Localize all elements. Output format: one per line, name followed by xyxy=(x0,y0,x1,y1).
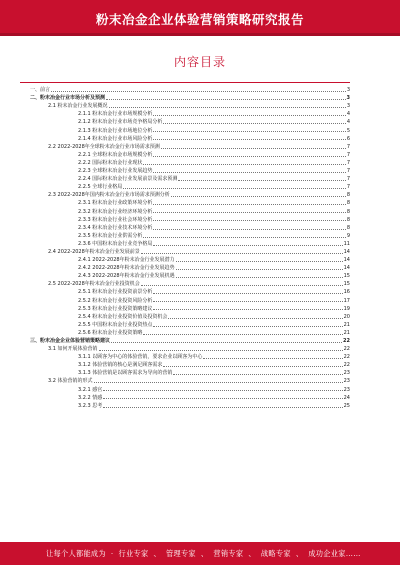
toc-entry[interactable] xyxy=(30,320,350,328)
toc-entry[interactable] xyxy=(30,376,350,384)
toc-entry-page: 7 xyxy=(346,168,350,175)
toc-entry[interactable] xyxy=(30,158,350,166)
toc-leader-dots xyxy=(51,91,346,92)
toc-entry-page: 5 xyxy=(346,127,350,134)
toc-leader-dots xyxy=(173,374,342,375)
toc-leader-dots xyxy=(153,212,345,213)
toc-leader-dots xyxy=(153,309,342,310)
toc-entry[interactable] xyxy=(30,150,350,158)
toc-entry[interactable] xyxy=(30,328,350,336)
toc-entry[interactable] xyxy=(30,125,350,133)
toc-entry-title: 2.1.1 粉末冶金行业市场规模分析 xyxy=(78,111,153,118)
toc-leader-dots xyxy=(161,148,346,149)
toc-entry-page: 25 xyxy=(343,402,350,409)
toc-entry-page: 15 xyxy=(343,281,350,288)
toc-entry[interactable] xyxy=(30,166,350,174)
toc-entry-page: 8 xyxy=(346,200,350,207)
toc-entry[interactable] xyxy=(30,142,350,150)
toc-entry[interactable] xyxy=(30,384,350,392)
toc-entry-title: 2.3.4 粉末冶金行业技术环境分析 xyxy=(78,224,153,231)
toc-entry[interactable] xyxy=(30,271,350,279)
toc-entry-page: 3 xyxy=(346,103,350,110)
toc-entry[interactable] xyxy=(30,279,350,287)
toc-entry-title: 2.3.1 粉末冶金行业政策环境分析 xyxy=(78,200,153,207)
toc-entry[interactable] xyxy=(30,255,350,263)
toc-leader-dots xyxy=(176,277,343,278)
toc-entry-title: 2.5 2022-2028年粉末冶金行业投资机会 xyxy=(48,281,140,288)
toc-entry-page: 8 xyxy=(346,216,350,223)
toc-entry-title: 3.1.1 以顾客为中心的体验营销，要求企业以顾客为中心 xyxy=(78,354,203,361)
toc-leader-dots xyxy=(153,172,345,173)
toc-entry[interactable] xyxy=(30,287,350,295)
toc-entry-page: 14 xyxy=(343,248,350,255)
toc-entry-title: 2.4 2022-2028年粉末冶金行业发展前景 xyxy=(48,248,140,255)
toc-leader-dots xyxy=(141,253,343,254)
toc-leader-dots xyxy=(153,139,345,140)
toc-leader-dots xyxy=(99,350,343,351)
toc-entry[interactable] xyxy=(30,223,350,231)
toc-entry-page: 7 xyxy=(346,184,350,191)
toc-leader-dots xyxy=(103,398,342,399)
toc-entry-title: 2.4.2 2022-2028年粉末冶金行业发展趋势 xyxy=(78,265,175,272)
toc-leader-dots xyxy=(109,107,346,108)
toc-entry-page: 8 xyxy=(346,192,350,199)
toc-entry-page: 24 xyxy=(343,394,350,401)
toc-entry-title: 2.1.3 粉末冶金行业市场地位分析 xyxy=(78,127,153,134)
toc-entry-title: 2.2.3 全球粉末冶金行业发展趋势 xyxy=(78,168,153,175)
toc-entry-title: 2.2.2 国际粉末冶金行业现状 xyxy=(78,159,143,166)
toc-entry[interactable] xyxy=(30,401,350,409)
toc-entry-page: 15 xyxy=(343,273,350,280)
toc-leader-dots xyxy=(103,390,342,391)
toc-leader-dots xyxy=(153,326,342,327)
toc-entry-page: 7 xyxy=(346,151,350,158)
toc-entry-page: 3 xyxy=(346,87,350,94)
toc-entry[interactable] xyxy=(30,344,350,352)
toc-entry-page: 23 xyxy=(343,370,350,377)
toc-entry[interactable] xyxy=(30,117,350,125)
toc-entry-title: 2.2 2022-2028年全球粉末冶金行业市场需求预测 xyxy=(48,143,160,150)
toc-entry[interactable] xyxy=(30,336,350,344)
toc-entry-page: 3 xyxy=(346,95,350,102)
report-title: 粉末冶金企业体验营销策略研究报告 xyxy=(95,12,304,27)
footer-lead: 让每个人都能成为 xyxy=(46,549,106,558)
toc-entry-page: 16 xyxy=(343,289,350,296)
toc-leader-dots xyxy=(178,180,345,181)
footer-role: 行业专家 xyxy=(118,549,149,558)
footer-role: 管理专家 xyxy=(165,549,196,558)
toc-leader-dots xyxy=(171,196,346,197)
toc-entry-page: 19 xyxy=(343,305,350,312)
toc-entry-page: 7 xyxy=(346,159,350,166)
toc-entry-title: 2.3.2 粉末冶金行业经济环境分析 xyxy=(78,208,153,215)
toc-entry[interactable] xyxy=(30,198,350,206)
toc-entry-page: 17 xyxy=(343,297,350,304)
toc-leader-dots xyxy=(153,220,345,221)
toc-entry[interactable] xyxy=(30,93,350,101)
toc-leader-dots xyxy=(153,115,345,116)
toc-entry-page: 21 xyxy=(343,329,350,336)
toc-entry[interactable] xyxy=(30,190,350,198)
toc-leader-dots xyxy=(153,204,345,205)
toc-entry-title: 2.5.6 粉末冶金行业投资策略 xyxy=(78,329,143,336)
toc-entry[interactable] xyxy=(30,247,350,255)
toc-entry-page: 20 xyxy=(343,313,350,320)
toc-entry[interactable] xyxy=(30,239,350,247)
toc-entry-title: 2.5.5 中国粉末冶金行业投资热点 xyxy=(78,321,153,328)
toc-leader-dots xyxy=(143,164,345,165)
toc-leader-dots xyxy=(103,407,342,408)
toc-entry-title: 2.3.5 粉末冶金行业供需分析 xyxy=(78,232,143,239)
toc-entry-page: 22 xyxy=(343,346,350,353)
toc-entry-title: 3.1.2 体验营销的核心是满足顾客需求 xyxy=(78,362,163,369)
toc-entry[interactable] xyxy=(30,231,350,239)
report-header-bar xyxy=(0,0,400,36)
toc-entry-title: 2.2.1 全球粉末冶金市场规模分析 xyxy=(78,151,153,158)
toc-leader-dots xyxy=(153,245,342,246)
toc-entry[interactable] xyxy=(30,393,350,401)
toc-entry-page: 23 xyxy=(343,378,350,385)
toc-entry[interactable] xyxy=(30,174,350,182)
toc-entry-page: 4 xyxy=(346,111,350,118)
toc-leader-dots xyxy=(168,318,342,319)
toc-entry-title: 2.2.4 国际粉末冶金行业发展前景及需求预测 xyxy=(78,176,178,183)
footer-slogan: 让每个人都能成为 · 行业专家 、 管理专家 、 营销专家 、 战略专家 、 成功企业家…… xyxy=(46,549,361,558)
toc-leader-dots xyxy=(163,366,342,367)
toc-entry[interactable] xyxy=(30,295,350,303)
toc-entry-title: 2.1 粉末冶金行业发展概况 xyxy=(48,103,108,110)
toc-leader-dots xyxy=(94,382,343,383)
toc-entry-title: 3.2 体验营销的形式 xyxy=(48,378,93,385)
footer-role: 营销专家 xyxy=(213,549,244,558)
toc-rule xyxy=(20,82,350,83)
toc-leader-dots xyxy=(176,269,343,270)
toc-entry-title: 2.1.4 粉末冶金行业市场风险分析 xyxy=(78,135,153,142)
toc-entry-page: 22 xyxy=(343,354,350,361)
footer-bar xyxy=(0,542,400,565)
toc-entry[interactable] xyxy=(30,312,350,320)
toc-entry-title: 2.1.2 粉末冶金行业市场竞争格局分析 xyxy=(78,119,163,126)
toc-entry-page: 14 xyxy=(343,265,350,272)
footer-role: 成功企业家…… xyxy=(308,549,361,558)
toc-entry[interactable] xyxy=(30,101,350,109)
toc-entry[interactable] xyxy=(30,304,350,312)
toc-leader-dots xyxy=(176,261,343,262)
toc-entry-page: 23 xyxy=(343,386,350,393)
toc-entry-title: 2.3 2022-2028年国内粉末冶金行业市场需求预测分析 xyxy=(48,192,170,199)
toc-entry-page: 7 xyxy=(346,143,350,150)
toc-entry[interactable] xyxy=(30,109,350,117)
toc-entry[interactable] xyxy=(30,215,350,223)
toc-entry[interactable] xyxy=(30,182,350,190)
toc-entry-page: 14 xyxy=(343,257,350,264)
toc-entry-title: 2.2.5 全球行业格局 xyxy=(78,184,123,191)
toc-leader-dots xyxy=(143,237,345,238)
toc-leader-dots xyxy=(123,188,346,189)
toc-entry-title: 2.5.1 粉末冶金行业投资前景分析 xyxy=(78,289,153,296)
toc-entry[interactable] xyxy=(30,263,350,271)
toc-entry-page: 22 xyxy=(343,338,350,344)
toc-heading: 内容目录 xyxy=(173,55,226,69)
toc-entry-title: 2.4.1 2022-2028年粉末冶金行业发展潜力 xyxy=(78,257,175,264)
table-of-contents xyxy=(30,85,350,409)
toc-entry-page: 9 xyxy=(346,232,350,239)
toc-entry-page: 8 xyxy=(346,208,350,215)
toc-leader-dots xyxy=(153,131,345,132)
header-divider xyxy=(0,33,400,36)
toc-entry-page: 22 xyxy=(343,362,350,369)
toc-leader-dots xyxy=(141,285,343,286)
toc-entry[interactable] xyxy=(30,134,350,142)
toc-entry-page: 11 xyxy=(343,240,350,247)
toc-entry[interactable] xyxy=(30,352,350,360)
toc-entry-title: 2.3.6 中国粉末冶金行业竞争格局 xyxy=(78,240,153,247)
toc-entry-title: 2.5.3 粉末冶金行业投资策略建议 xyxy=(78,305,153,312)
toc-entry-title: 2.5.2 粉末冶金行业投资风险分析 xyxy=(78,297,153,304)
toc-entry-title: 2.3.3 粉末冶金行业社会环境分析 xyxy=(78,216,153,223)
toc-entry-title: 3.2.3 思考 xyxy=(78,402,103,409)
footer-role: 战略专家 xyxy=(260,549,291,558)
toc-leader-dots xyxy=(203,358,342,359)
toc-entry-title: 二、粉末冶金行业市场分析及预测 xyxy=(30,95,106,102)
toc-entry-page: 7 xyxy=(346,176,350,183)
toc-entry-page: 21 xyxy=(343,321,350,328)
toc-entry-title: 3.2.2 情感 xyxy=(78,394,103,401)
toc-entry-title: 3.1.3 体验营销是以顾客需求为导向的营销 xyxy=(78,370,173,377)
toc-entry-title: 3.2.1 感官 xyxy=(78,386,103,393)
toc-leader-dots xyxy=(163,123,345,124)
toc-entry[interactable] xyxy=(30,360,350,368)
toc-leader-dots xyxy=(153,156,345,157)
toc-leader-dots xyxy=(106,99,346,100)
toc-leader-dots xyxy=(153,229,345,230)
toc-entry-title: 三、粉末冶金企业体验营销策略建议 xyxy=(30,338,111,344)
toc-leader-dots xyxy=(143,334,342,335)
toc-entry-title: 3.1 如何开展体验营销 xyxy=(48,346,98,353)
toc-entry-title: 2.4.3 2022-2028年粉末冶金行业发展机遇 xyxy=(78,273,175,280)
toc-entry[interactable] xyxy=(30,368,350,376)
toc-entry-page: 8 xyxy=(346,224,350,231)
toc-entry[interactable] xyxy=(30,85,350,93)
toc-entry-title: 一、前言 xyxy=(30,87,51,94)
toc-entry[interactable] xyxy=(30,206,350,214)
toc-entry-page: 4 xyxy=(346,119,350,126)
toc-leader-dots xyxy=(153,301,342,302)
toc-entry-title: 2.5.4 粉末冶金行业投资价值及投资机会 xyxy=(78,313,168,320)
toc-leader-dots xyxy=(153,293,342,294)
toc-entry-page: 6 xyxy=(346,135,350,142)
toc-leader-dots xyxy=(111,342,342,343)
